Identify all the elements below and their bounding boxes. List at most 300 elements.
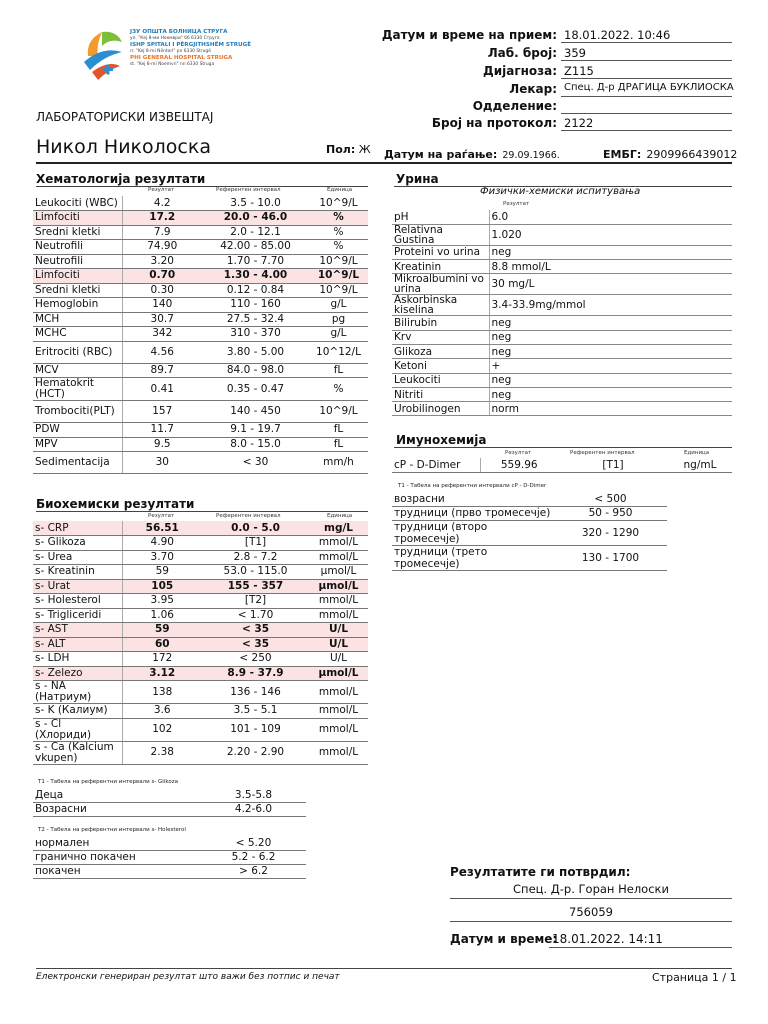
test-result: 0.41 xyxy=(122,378,202,401)
test-result: neg xyxy=(489,245,732,259)
result-row xyxy=(33,298,368,313)
biochem-col-ref: Референтен интервал xyxy=(216,513,281,519)
urine-row xyxy=(392,402,732,416)
test-name: Glikoza xyxy=(392,344,489,358)
test-name: Relativna Gustina xyxy=(392,224,489,245)
test-ref: 1.70 - 7.70 xyxy=(202,254,309,269)
test-ref: 0.35 - 0.47 xyxy=(202,378,309,401)
test-ref: 155 - 357 xyxy=(202,579,309,594)
test-unit: 10^12/L xyxy=(309,341,368,363)
test-unit: mmol/L xyxy=(309,536,368,551)
result-row xyxy=(33,594,368,609)
test-ref: 20.0 - 46.0 xyxy=(202,211,309,226)
test-result: 0.30 xyxy=(122,283,202,298)
reference-row xyxy=(392,520,667,545)
reference-row xyxy=(33,802,306,816)
test-result: norm xyxy=(489,402,732,416)
result-row xyxy=(33,327,368,342)
result-row xyxy=(33,211,368,226)
reference-range: 50 - 950 xyxy=(554,506,667,520)
result-row xyxy=(33,240,368,255)
test-name: s- AST xyxy=(33,623,122,638)
urine-row xyxy=(392,260,732,274)
immuno-col-ref: Референтен интервал xyxy=(570,450,635,456)
test-name: MCV xyxy=(33,363,122,378)
test-name: MCHC xyxy=(33,327,122,342)
test-result: 59 xyxy=(122,565,202,580)
test-name: Neutrofili xyxy=(33,254,122,269)
test-unit: 10^9/L xyxy=(309,283,368,298)
result-row xyxy=(33,521,368,536)
result-row xyxy=(33,225,368,240)
test-result: neg xyxy=(489,344,732,358)
header-label: Број на протокол: xyxy=(431,116,557,130)
doctor-code: 756059 xyxy=(450,905,732,922)
test-ref: 140 - 450 xyxy=(202,401,309,423)
test-unit: fL xyxy=(309,437,368,452)
logo-line: ул. "Кеј 8-ми Ноември" бб 6330 Струга xyxy=(130,35,220,41)
logo-line: rr. "Kej 8-mi Nëntori" pn 6330 Strugë xyxy=(130,48,211,54)
header-value: 2122 xyxy=(561,116,732,131)
test-name: Leukociti (WBC) xyxy=(33,196,122,211)
t1-ddimer-title: T1 - Табела на референтни интервали cP - D-Dimer xyxy=(398,483,547,489)
test-ref: 2.0 - 12.1 xyxy=(202,225,309,240)
page-number: Страница 1 / 1 xyxy=(652,971,737,984)
test-ref: 0.0 - 5.0 xyxy=(202,521,309,536)
test-ref: [T1] xyxy=(558,458,668,473)
test-name: s - Ca (Kalcium vkupen) xyxy=(33,741,122,764)
test-result: 105 xyxy=(122,579,202,594)
test-ref: 42.00 - 85.00 xyxy=(202,240,309,255)
result-row xyxy=(33,608,368,623)
test-unit: pg xyxy=(309,312,368,327)
test-unit: 10^9/L xyxy=(309,196,368,211)
test-ref: 2.8 - 7.2 xyxy=(202,550,309,565)
test-name: s- Glikoza xyxy=(33,536,122,551)
header-label: Датум и време на прием: xyxy=(381,28,557,42)
result-row xyxy=(33,401,368,423)
test-name: s- K (Калиум) xyxy=(33,704,122,719)
test-result: 9.5 xyxy=(122,437,202,452)
reference-range: 320 - 1290 xyxy=(554,520,667,545)
test-name: Nitriti xyxy=(392,387,489,401)
urine-table xyxy=(392,210,732,416)
result-row xyxy=(33,378,368,401)
test-ref: 0.12 - 0.84 xyxy=(202,283,309,298)
test-name: Sredni kletki xyxy=(33,283,122,298)
confirming-doctor: Спец. Д-р. Горан Нелоски xyxy=(450,882,732,899)
test-unit: μmol/L xyxy=(309,565,368,580)
hematology-table xyxy=(33,196,368,474)
test-name: Hemoglobin xyxy=(33,298,122,313)
test-result: 1.020 xyxy=(489,224,732,245)
test-name: s - Cl (Хлориди) xyxy=(33,718,122,741)
test-name: s- Urat xyxy=(33,579,122,594)
reference-range: 5.2 - 6.2 xyxy=(201,850,306,864)
report-title: ЛАБОРАТОРИСКИ ИЗВЕШТАЈ xyxy=(36,110,214,124)
result-row xyxy=(33,254,368,269)
test-name: Urobilinogen xyxy=(392,402,489,416)
test-result: 0.70 xyxy=(122,269,202,284)
test-ref: 310 - 370 xyxy=(202,327,309,342)
test-ref: 9.1 - 19.7 xyxy=(202,423,309,438)
test-name: s- Zelezo xyxy=(33,666,122,681)
test-unit: U/L xyxy=(309,623,368,638)
urine-row xyxy=(392,330,732,344)
test-name: Ketoni xyxy=(392,359,489,373)
test-ref: 27.5 - 32.4 xyxy=(202,312,309,327)
reference-range: < 500 xyxy=(554,492,667,506)
test-ref: 3.80 - 5.00 xyxy=(202,341,309,363)
patient-name: Никол Николоска xyxy=(36,136,211,158)
test-ref: < 35 xyxy=(202,623,309,638)
confirmed-by-label: Резултатите ги потврдил: xyxy=(450,865,631,879)
reference-range: 3.5-5.8 xyxy=(201,788,306,802)
test-unit: mm/h xyxy=(309,452,368,474)
immuno-title: Имунохемија xyxy=(396,433,487,447)
immuno-title-line xyxy=(394,447,732,448)
test-ref: 53.0 - 115.0 xyxy=(202,565,309,580)
test-unit: 10^9/L xyxy=(309,401,368,423)
result-row xyxy=(33,652,368,667)
reference-range: 130 - 1700 xyxy=(554,545,667,570)
reference-group: нормален xyxy=(33,836,201,850)
hospital-name-block xyxy=(130,29,251,69)
test-unit: U/L xyxy=(309,637,368,652)
test-name: MPV xyxy=(33,437,122,452)
test-result: 56.51 xyxy=(122,521,202,536)
test-name: s- CRP xyxy=(33,521,122,536)
urine-col-result: Резултат xyxy=(503,201,530,207)
result-row xyxy=(33,565,368,580)
header-label: Лаб. број: xyxy=(487,46,557,60)
urine-row xyxy=(392,373,732,387)
test-unit: mmol/L xyxy=(309,718,368,741)
test-ref: < 35 xyxy=(202,637,309,652)
test-result: neg xyxy=(489,316,732,330)
header-label: Лекар: xyxy=(509,82,557,96)
test-name: pH xyxy=(392,210,489,224)
reference-range: > 6.2 xyxy=(201,864,306,878)
test-result: 74.90 xyxy=(122,240,202,255)
test-result: 60 xyxy=(122,637,202,652)
sex-value: Ж xyxy=(358,143,371,156)
t2-cholesterol-title: T2 - Табела на референтни интервали s- Holesterol xyxy=(38,827,186,833)
biochem-table xyxy=(33,521,368,765)
result-row xyxy=(33,536,368,551)
confirm-datetime-value: 18.01.2022. 14:11 xyxy=(549,932,732,948)
biochem-col-result: Резултат xyxy=(148,513,175,519)
dob-label: Датум на раѓање: xyxy=(384,148,498,161)
result-row xyxy=(33,423,368,438)
urine-row xyxy=(392,344,732,358)
confirm-datetime-label: Датум и време: xyxy=(450,932,558,946)
test-name: Bilirubin xyxy=(392,316,489,330)
test-result: 30 xyxy=(122,452,202,474)
result-row xyxy=(33,666,368,681)
urine-row xyxy=(392,224,732,245)
immuno-col-result: Резултат xyxy=(505,450,532,456)
result-row xyxy=(33,341,368,363)
test-result: 89.7 xyxy=(122,363,202,378)
test-unit: mmol/L xyxy=(309,741,368,764)
test-name: MCH xyxy=(33,312,122,327)
test-name: Mikroalbumini vo urina xyxy=(392,274,489,295)
patient-divider xyxy=(36,162,732,164)
urine-row xyxy=(392,245,732,259)
result-row xyxy=(33,550,368,565)
biochem-col-unit: Единица xyxy=(327,513,353,519)
urine-subtitle: Физички-хемиски испитувања xyxy=(480,186,641,197)
test-unit: fL xyxy=(309,363,368,378)
test-ref: 8.0 - 15.0 xyxy=(202,437,309,452)
test-unit: g/L xyxy=(309,298,368,313)
result-row xyxy=(33,452,368,474)
result-row xyxy=(33,363,368,378)
footer-divider xyxy=(36,968,732,969)
t1-glucose-title: T1 - Табела на референтни интервали s- Glikoza xyxy=(38,779,178,785)
test-result: 6.0 xyxy=(489,210,732,224)
test-result: 102 xyxy=(122,718,202,741)
test-result: neg xyxy=(489,373,732,387)
test-ref: 110 - 160 xyxy=(202,298,309,313)
reference-group: трудници (трето тромесечје) xyxy=(392,545,554,570)
test-unit: 10^9/L xyxy=(309,269,368,284)
result-row xyxy=(33,718,368,741)
hospital-logo xyxy=(82,26,282,86)
test-name: s- LDH xyxy=(33,652,122,667)
test-unit: mg/L xyxy=(309,521,368,536)
test-unit: % xyxy=(309,211,368,226)
logo-line: st. "Kej 8-mi Noemvri" nn 6330 Struga xyxy=(130,61,215,67)
dob-value: 29.09.1966. xyxy=(502,150,560,161)
test-name: Hematokrit (HCT) xyxy=(33,378,122,401)
test-name: Leukociti xyxy=(392,373,489,387)
test-result: 3.70 xyxy=(122,550,202,565)
test-result: 342 xyxy=(122,327,202,342)
test-result: neg xyxy=(489,330,732,344)
embg-label: ЕМБГ: xyxy=(603,148,642,161)
test-unit: U/L xyxy=(309,652,368,667)
test-unit: mmol/L xyxy=(309,594,368,609)
test-unit: mmol/L xyxy=(309,608,368,623)
test-result: 4.90 xyxy=(122,536,202,551)
test-result: 172 xyxy=(122,652,202,667)
test-name: s- ALT xyxy=(33,637,122,652)
test-result: 140 xyxy=(122,298,202,313)
test-name: Kreatinin xyxy=(392,260,489,274)
biochem-title: Биохемиски резултати xyxy=(36,497,195,511)
t1-glucose-table xyxy=(33,788,306,817)
test-result: 59 xyxy=(122,623,202,638)
test-ref: 3.5 - 10.0 xyxy=(202,196,309,211)
reference-row xyxy=(392,545,667,570)
header-value: Спец. Д-р ДРАГИЦА БУКЛИОСКА xyxy=(561,82,732,97)
urine-row xyxy=(392,387,732,401)
result-row xyxy=(33,312,368,327)
test-result: + xyxy=(489,359,732,373)
reference-group: Возрасни xyxy=(33,802,201,816)
header-label: Одделение: xyxy=(472,99,557,113)
test-name: Eritrociti (RBC) xyxy=(33,341,122,363)
reference-group: покачен xyxy=(33,864,201,878)
test-ref: [T2] xyxy=(202,594,309,609)
test-name: s- Trigliceridi xyxy=(33,608,122,623)
test-ref: < 250 xyxy=(202,652,309,667)
test-name: s- Kreatinin xyxy=(33,565,122,580)
hematology-col-unit: Единица xyxy=(327,187,353,193)
logo-line: ISHP SPITALI I PËRGJITHSHËM STRUGË xyxy=(130,42,252,49)
sex-label: Пол: xyxy=(326,143,356,156)
test-result: 17.2 xyxy=(122,211,202,226)
test-ref: 136 - 146 xyxy=(202,681,309,704)
urine-row xyxy=(392,359,732,373)
test-ref: 101 - 109 xyxy=(202,718,309,741)
test-name: s- Urea xyxy=(33,550,122,565)
reference-row xyxy=(33,850,306,864)
test-result: 3.20 xyxy=(122,254,202,269)
urine-row xyxy=(392,210,732,224)
test-result: 138 xyxy=(122,681,202,704)
patient-dob xyxy=(384,143,560,162)
test-unit: % xyxy=(309,378,368,401)
test-result: 8.8 mmol/L xyxy=(489,260,732,274)
test-name: Neutrofili xyxy=(33,240,122,255)
test-unit: fL xyxy=(309,423,368,438)
result-row xyxy=(33,623,368,638)
test-unit: % xyxy=(309,240,368,255)
test-name: Trombociti(PLT) xyxy=(33,401,122,423)
result-row xyxy=(33,704,368,719)
test-name: Limfociti xyxy=(33,269,122,284)
footer-note: Електронски генериран резултат што важи без потпис и печат xyxy=(36,972,340,982)
test-name: Limfociti xyxy=(33,211,122,226)
immuno-col-unit: Единица xyxy=(684,450,710,456)
test-name: Krv xyxy=(392,330,489,344)
test-name: Sredni kletki xyxy=(33,225,122,240)
test-name: cP - D-Dimer xyxy=(392,458,480,473)
result-row xyxy=(33,637,368,652)
reference-row xyxy=(33,836,306,850)
test-ref: < 30 xyxy=(202,452,309,474)
result-row xyxy=(33,269,368,284)
test-result: 11.7 xyxy=(122,423,202,438)
urine-title: Урина xyxy=(396,172,439,186)
test-result: 30 mg/L xyxy=(489,274,732,295)
reference-group: гранично покачен xyxy=(33,850,201,864)
result-row xyxy=(33,196,368,211)
t2-cholesterol-table xyxy=(33,836,306,879)
immuno-row-ddimer xyxy=(392,458,732,473)
logo-line: PHI GENERAL HOSPITAL STRUGA xyxy=(130,55,233,62)
test-result: 7.9 xyxy=(122,225,202,240)
test-result: 3.6 xyxy=(122,704,202,719)
hematology-col-result: Резултат xyxy=(148,187,175,193)
hematology-col-ref: Референтен интервал xyxy=(216,187,281,193)
reference-range: 4.2-6.0 xyxy=(201,802,306,816)
header-value: 18.01.2022. 10:46 xyxy=(561,28,732,43)
hematology-title: Хематологија резултати xyxy=(36,172,206,186)
urine-row xyxy=(392,316,732,330)
test-result: 4.56 xyxy=(122,341,202,363)
reference-group: трудници (прво тромесечје) xyxy=(392,506,554,520)
test-result: 4.2 xyxy=(122,196,202,211)
immuno-table xyxy=(392,458,732,473)
test-ref: 84.0 - 98.0 xyxy=(202,363,309,378)
result-row xyxy=(33,681,368,704)
biochem-title-line xyxy=(36,511,368,512)
test-ref: 1.30 - 4.00 xyxy=(202,269,309,284)
test-result: 559.96 xyxy=(480,458,558,473)
result-row xyxy=(33,579,368,594)
test-unit: mmol/L xyxy=(309,550,368,565)
reference-group: Деца xyxy=(33,788,201,802)
reference-row xyxy=(33,864,306,878)
reference-group: трудници (второ тромесечје) xyxy=(392,520,554,545)
test-name: Sedimentacija xyxy=(33,452,122,474)
header-value: Z115 xyxy=(561,64,732,79)
test-ref: 2.20 - 2.90 xyxy=(202,741,309,764)
test-result: 157 xyxy=(122,401,202,423)
test-ref: 3.5 - 5.1 xyxy=(202,704,309,719)
t1-ddimer-table xyxy=(392,492,667,571)
reference-row xyxy=(392,492,667,506)
test-ref: [T1] xyxy=(202,536,309,551)
reference-group: возрасни xyxy=(392,492,554,506)
test-result: 3.12 xyxy=(122,666,202,681)
test-result: 1.06 xyxy=(122,608,202,623)
test-name: Askorbinska kiselina xyxy=(392,295,489,316)
test-unit: mmol/L xyxy=(309,681,368,704)
logo-line: ЈЗУ ОПШТА БОЛНИЦА СТРУГА xyxy=(130,29,228,35)
hematology-title-line xyxy=(36,186,368,187)
hospital-emblem-icon xyxy=(82,26,124,84)
result-row xyxy=(33,283,368,298)
test-result: 3.4-33.9mg/mmol xyxy=(489,295,732,316)
reference-row xyxy=(33,788,306,802)
test-result: 2.38 xyxy=(122,741,202,764)
test-ref: 8.9 - 37.9 xyxy=(202,666,309,681)
test-ref: < 1.70 xyxy=(202,608,309,623)
test-unit: μmol/L xyxy=(309,666,368,681)
header-label: Дијагноза: xyxy=(483,64,557,78)
test-result: 3.95 xyxy=(122,594,202,609)
test-name: Proteini vo urina xyxy=(392,245,489,259)
test-unit: mmol/L xyxy=(309,704,368,719)
test-unit: ng/mL xyxy=(668,458,732,473)
header-value xyxy=(561,99,732,114)
patient-embg xyxy=(603,143,737,162)
urine-row xyxy=(392,274,732,295)
test-result: neg xyxy=(489,387,732,401)
reference-row xyxy=(392,506,667,520)
patient-sex xyxy=(326,143,371,156)
test-result: 30.7 xyxy=(122,312,202,327)
test-unit: g/L xyxy=(309,327,368,342)
test-name: s- Holesterol xyxy=(33,594,122,609)
reference-range: < 5.20 xyxy=(201,836,306,850)
test-unit: 10^9/L xyxy=(309,254,368,269)
result-row xyxy=(33,437,368,452)
test-name: s - NA (Натриум) xyxy=(33,681,122,704)
embg-value: 2909966439012 xyxy=(646,148,738,161)
test-name: PDW xyxy=(33,423,122,438)
test-unit: μmol/L xyxy=(309,579,368,594)
test-unit: % xyxy=(309,225,368,240)
result-row xyxy=(33,741,368,764)
urine-row xyxy=(392,295,732,316)
header-value: 359 xyxy=(561,46,732,61)
